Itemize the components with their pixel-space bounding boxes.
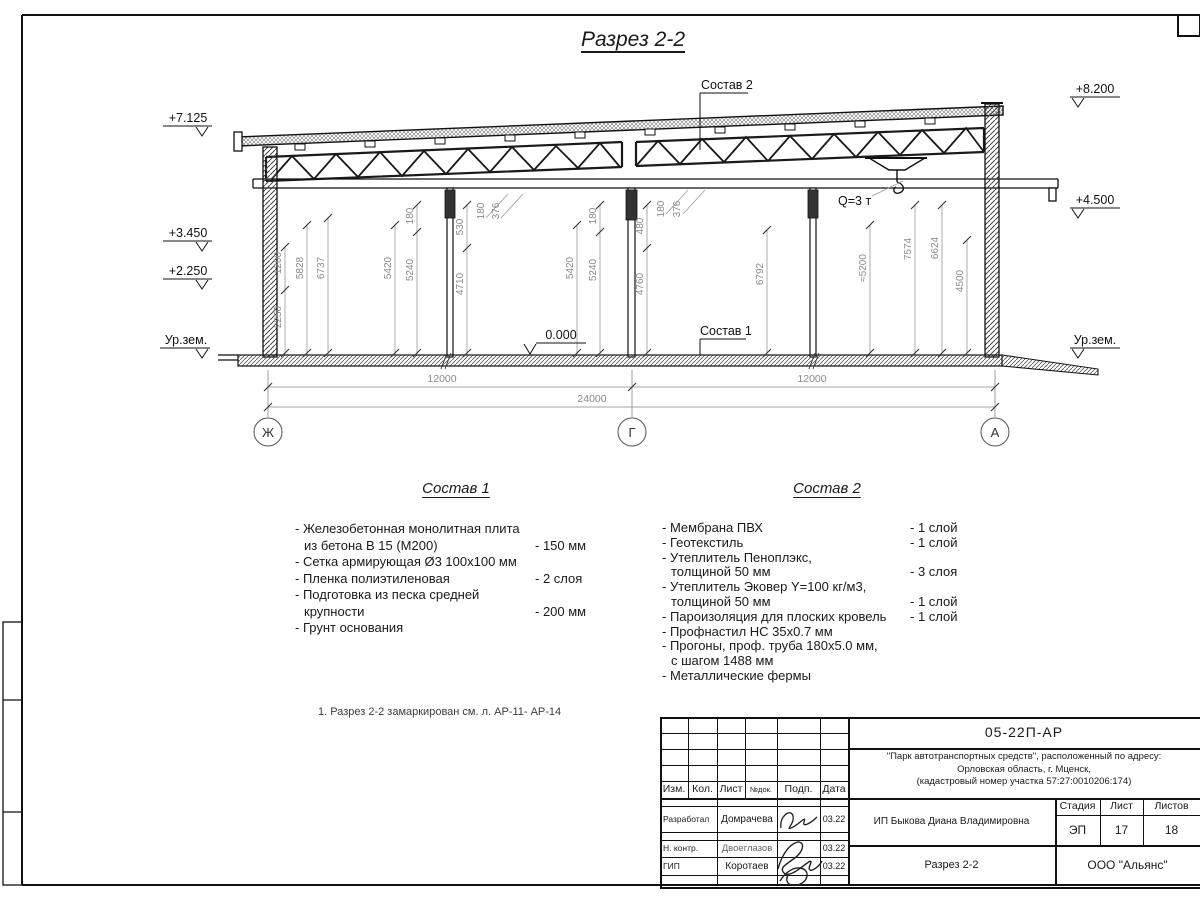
dim-label: 12000 (797, 373, 827, 385)
composition-item-value (535, 620, 617, 637)
composition-item-value: - 2 слоя (535, 570, 583, 586)
composition-item (662, 565, 992, 580)
composition-item-value (910, 654, 992, 669)
composition-item (662, 654, 992, 669)
tb-role: Н. контр. (663, 843, 699, 853)
tb-col-podp: Подп. (784, 783, 813, 795)
composition-item-text: - Геотекстиль (662, 534, 744, 550)
dim-label: 5240 (588, 258, 599, 282)
composition-item-value (910, 551, 992, 566)
right-wall (985, 104, 999, 357)
axis-label: Г (628, 425, 636, 440)
elevation-label: +7.125 (168, 111, 208, 125)
composition-item-text: - Железобетонная монолитная плита (295, 521, 520, 536)
tb-project (848, 751, 1200, 789)
callout-label: Состав 1 (700, 324, 752, 338)
composition-item-value: - 150 мм (535, 537, 587, 553)
tb-role: Разработал (663, 813, 710, 824)
composition-item-value (910, 625, 992, 640)
axis-label: Ж (261, 425, 275, 440)
dim-label: 4710 (455, 272, 466, 296)
dim-label: 5240 (405, 258, 416, 282)
composition-item-value: - 3 слоя (910, 564, 958, 580)
composition-2 (662, 480, 992, 684)
dim-label: 6624 (930, 236, 941, 260)
composition-item (295, 604, 617, 621)
roof-fascia (234, 132, 242, 151)
tb-sheets-label: Листов (1154, 800, 1189, 812)
tb-sheet-label: Лист (1110, 800, 1133, 812)
axis-label: А (990, 425, 1000, 440)
dim-label: 180 (405, 207, 416, 225)
elevation-label: +8.200 (1075, 82, 1115, 96)
floor-level-label: 0.000 (545, 328, 577, 342)
tb-role: ГИП (663, 860, 680, 871)
composition-2-title: Состав 2 (793, 480, 861, 497)
composition-item (295, 620, 617, 637)
tb-project-line: (кадастровый номер участка 57:27:0010206:174) (916, 776, 1132, 787)
dim-label: 180 (656, 200, 667, 218)
tb-col-izm: Изм. (662, 783, 686, 795)
composition-item-value (535, 554, 617, 571)
composition-1-title: Состав 1 (422, 480, 490, 497)
composition-item (295, 521, 617, 538)
composition-item-text: толщиной 50 мм (671, 564, 771, 580)
composition-item-text: - Подготовка из песка средней (295, 587, 480, 602)
composition-item (662, 551, 992, 566)
composition-item-text: из бетона В 15 (М200) (304, 537, 438, 553)
dim-label: 5420 (383, 256, 394, 280)
composition-item-text: - Грунт основания (295, 620, 404, 635)
dim-label: 5828 (295, 256, 306, 280)
elevation-label: +2.250 (168, 264, 208, 278)
composition-item (295, 554, 617, 571)
composition-item-value: - 200 мм (535, 603, 587, 619)
composition-item-value (535, 587, 617, 604)
composition-item (295, 538, 617, 555)
elevation-label: Ур.зем. (1073, 333, 1117, 347)
frame-corner-box (1178, 15, 1200, 36)
tb-date: 03.22 (822, 813, 846, 824)
tb-project-line: Орловская область, г. Мценск, (957, 763, 1091, 775)
composition-item-value: - 1 слой (910, 534, 958, 550)
dim-label: 180 (476, 202, 487, 220)
composition-item-value (910, 580, 992, 595)
signature (777, 806, 820, 832)
composition-item-text: - Пароизоляция для плоских кровель (662, 608, 887, 624)
tb-project-line: "Парк автотранспортных средств", расположенный по адресу: (886, 751, 1162, 762)
composition-item (662, 536, 992, 551)
composition-item-value: - 1 слой (910, 608, 958, 624)
composition-item-text: с шагом 1488 мм (671, 653, 774, 669)
dim-label: 376 (672, 200, 683, 218)
composition-item-value (535, 521, 617, 538)
composition-item (662, 625, 992, 640)
signature (770, 833, 826, 889)
column-corbel (626, 190, 637, 220)
dim-label: 12000 (427, 373, 457, 385)
dim-label: 4760 (635, 272, 646, 296)
tb-stage-label: Стадия (1059, 800, 1096, 812)
tb-col-kol: Кол. (692, 783, 713, 795)
composition-item (662, 595, 992, 610)
composition-item-text: - Пленка полиэтиленовая (295, 570, 450, 586)
dim-label: 180 (588, 207, 599, 225)
composition-item (662, 669, 992, 684)
tb-client: ИП Быкова Диана Владимировна (873, 816, 1030, 827)
dim-label: 7574 (903, 237, 914, 261)
tb-doc-number: 05-22П-АР (984, 724, 1064, 740)
frame-left-cells (3, 622, 22, 885)
truss-span-1 (266, 142, 622, 181)
elevation-label: +3.450 (168, 226, 208, 240)
crane-beam (253, 179, 1058, 201)
tb-sheet-value: 17 (1114, 822, 1129, 837)
tb-date: 03.22 (822, 843, 846, 853)
composition-item-text: - Утеплитель Эковер Y=100 кг/м3, (662, 579, 867, 595)
composition-item (662, 580, 992, 595)
composition-2-list (662, 521, 992, 684)
dim-label: 6792 (755, 262, 766, 286)
column-corbel (445, 190, 455, 218)
composition-item-text: - Металлические фермы (662, 667, 811, 683)
floor-slab (238, 355, 1002, 366)
composition-1-list (295, 521, 617, 637)
crane-capacity-label: Q=3 т (838, 194, 872, 208)
composition-item-text: - Профнастил НС 35х0.7 мм (662, 623, 833, 639)
tb-company: ООО "Альянс" (1087, 857, 1168, 872)
dim-label: 2250 (273, 305, 284, 329)
elevation-label: +4.500 (1075, 193, 1115, 207)
composition-item-text: - Прогоны, проф. труба 180х5.0 мм, (662, 638, 878, 654)
composition-item (662, 521, 992, 536)
composition-item (295, 571, 617, 588)
ground-ledge (218, 355, 238, 360)
composition-item-value (910, 639, 992, 654)
composition-item-text: - Утеплитель Пеноплэкс, (662, 549, 812, 565)
column-corbel (808, 190, 818, 218)
dim-label: 1200 (273, 251, 284, 275)
composition-item (662, 610, 992, 625)
composition-item-text: - Мембрана ПВХ (662, 520, 763, 535)
dim-label: 4500 (955, 269, 966, 293)
composition-item (662, 639, 992, 654)
composition-item-value: - 1 слой (910, 593, 958, 609)
tb-col-data: Дата (822, 783, 846, 795)
tb-date: 03.22 (822, 860, 846, 871)
composition-item-value (910, 669, 992, 684)
dim-label: 530 (455, 218, 466, 236)
truss-span-2 (636, 128, 984, 166)
dim-label: 6737 (316, 256, 327, 280)
composition-item (295, 587, 617, 604)
tb-sheet-title: Разрез 2-2 (924, 858, 979, 871)
sheet-note: 1. Разрез 2-2 замаркирован см. л. АР-11- АР-14 (318, 706, 562, 718)
dim-label: 480 (635, 217, 646, 235)
titleblock (660, 717, 1200, 885)
elevation-label: Ур.зем. (164, 333, 208, 347)
composition-item-text: толщиной 50 мм (671, 593, 771, 609)
callout-label: Состав 2 (701, 78, 753, 92)
tb-stage-value: ЭП (1068, 822, 1087, 837)
composition-item-value: - 1 слой (910, 520, 958, 535)
tb-name: Двоеглазов (721, 843, 773, 854)
page-title: Разрез 2-2 (580, 28, 686, 51)
composition-1 (295, 480, 617, 637)
tb-name: Коротаев (725, 860, 769, 872)
tb-name: Домрачева (721, 813, 773, 825)
ramp (1002, 355, 1098, 375)
dim-label: ≈5200 (858, 254, 869, 282)
composition-item-text: - Сетка армирующая Ø3 100х100 мм (295, 554, 517, 569)
dim-label: 376 (491, 202, 502, 220)
tb-sheets-value: 18 (1164, 822, 1179, 837)
dim-label: 24000 (577, 393, 607, 405)
dim-label: 5420 (565, 256, 576, 280)
composition-item-text: крупности (304, 603, 365, 619)
roof-slab (238, 106, 1003, 146)
tb-col-ndok: №док. (750, 785, 772, 794)
tb-col-list: Лист (719, 783, 743, 795)
